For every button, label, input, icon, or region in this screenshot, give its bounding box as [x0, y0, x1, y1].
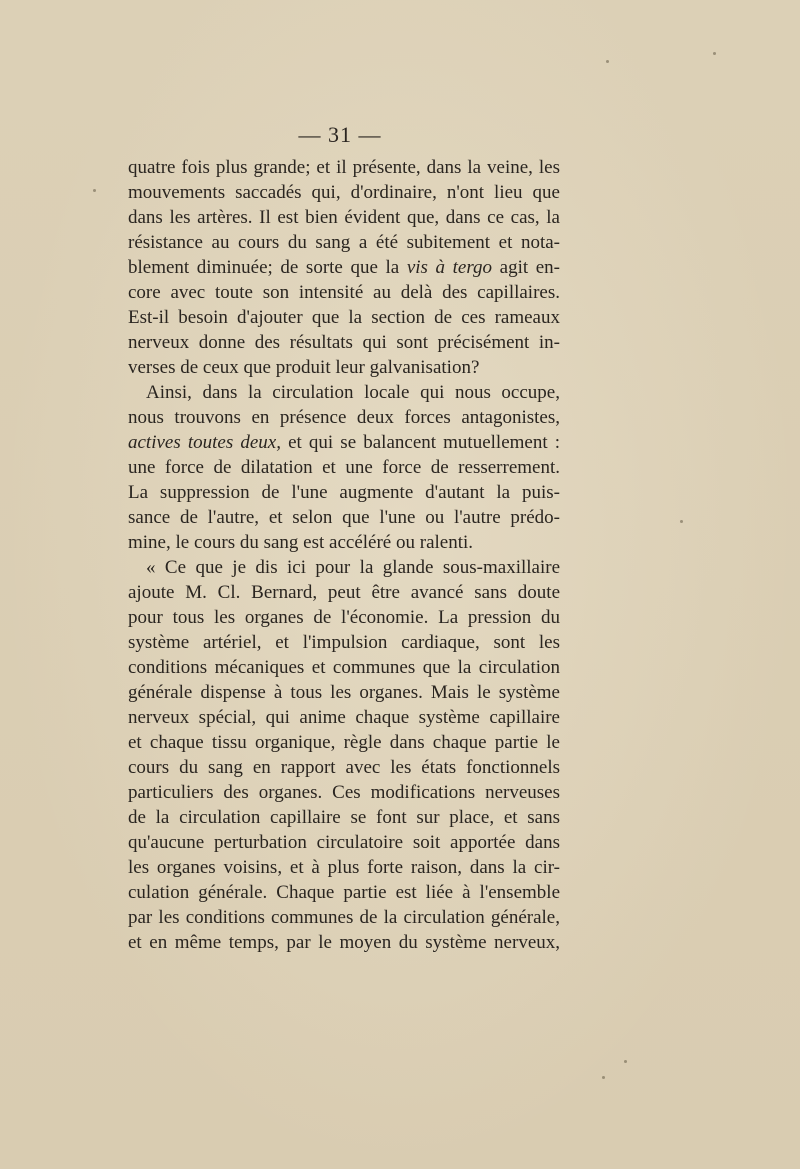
text-line: sance de l'autre, et selon que l'une ou l'autre prédo- [128, 507, 560, 528]
text-line: une force de dilatation et une force de resserrement. [128, 457, 560, 478]
text-segment: blement diminuée; de sorte que la [128, 257, 400, 278]
text-line: quatre fois plus grande; et il présente, dans la veine, les [128, 157, 560, 178]
paper-speck [606, 60, 609, 63]
paper-speck [713, 52, 716, 55]
text-line [128, 255, 560, 280]
text-line: nerveux donne des résultats qui sont précisément in- [128, 332, 560, 353]
text-line: dans les artères. Il est bien évident que, dans ce cas, la [128, 207, 560, 228]
text-line: « Ce que je dis ici pour la glande sous-maxillaire [146, 557, 560, 578]
text-line: par les conditions communes de la circulation générale, [128, 907, 560, 928]
paper-speck [93, 189, 96, 192]
body-text [128, 155, 560, 955]
text-line: et chaque tissu organique, règle dans chaque partie le [128, 732, 560, 753]
text-line: générale dispense à tous les organes. Mais le système [128, 682, 560, 703]
text-line: ajoute M. Cl. Bernard, peut être avancé sans doute [128, 582, 560, 603]
paper-speck [624, 1060, 627, 1063]
text-line: particuliers des organes. Ces modifications nerveuses [128, 782, 560, 803]
text-line: système artériel, et l'impulsion cardiaque, sont les [128, 632, 560, 653]
paper-speck [602, 1076, 605, 1079]
text-line: nous trouvons en présence deux forces antagonistes, [128, 407, 560, 428]
text-line: les organes voisins, et à plus forte raison, dans la cir- [128, 857, 560, 878]
text-segment: et qui se balancent mutuellement : [288, 432, 560, 453]
text-line: Ainsi, dans la circulation locale qui nous occupe, [146, 382, 560, 403]
text-line: La suppression de l'une augmente d'autant la puis- [128, 482, 560, 503]
text-line: de la circulation capillaire se font sur place, et sans [128, 807, 560, 828]
text-line: core avec toute son intensité au delà des capillaires. [128, 282, 560, 303]
text-line: culation générale. Chaque partie est liée à l'ensemble [128, 882, 560, 903]
text-line: mine, le cours du sang est accéléré ou ralenti. [128, 532, 474, 553]
text-line: pour tous les organes de l'économie. La pression du [128, 607, 560, 628]
page-number: — 31 — [298, 122, 382, 147]
italic-phrase: actives toutes deux, [128, 432, 281, 453]
text-line: conditions mécaniques et communes que la circulation [128, 657, 560, 678]
text-line: nerveux spécial, qui anime chaque système capillaire [128, 707, 560, 728]
paper-speck [680, 520, 683, 523]
text-line: mouvements saccadés qui, d'ordinaire, n'ont lieu que [128, 182, 560, 203]
text-line: et en même temps, par le moyen du système nerveux, [128, 932, 560, 953]
text-line: qu'aucune perturbation circulatoire soit apportée dans [128, 832, 560, 853]
text-line: Est-il besoin d'ajouter que la section de ces rameaux [128, 307, 560, 328]
text-segment: agit en- [499, 257, 560, 278]
text-line: cours du sang en rapport avec les états fonctionnels [128, 757, 560, 778]
text-line [128, 430, 560, 455]
text-line: verses de ceux que produit leur galvanisation? [128, 357, 480, 378]
italic-phrase: vis à tergo [406, 257, 493, 278]
text-line: résistance au cours du sang a été subitement et nota- [128, 232, 560, 253]
